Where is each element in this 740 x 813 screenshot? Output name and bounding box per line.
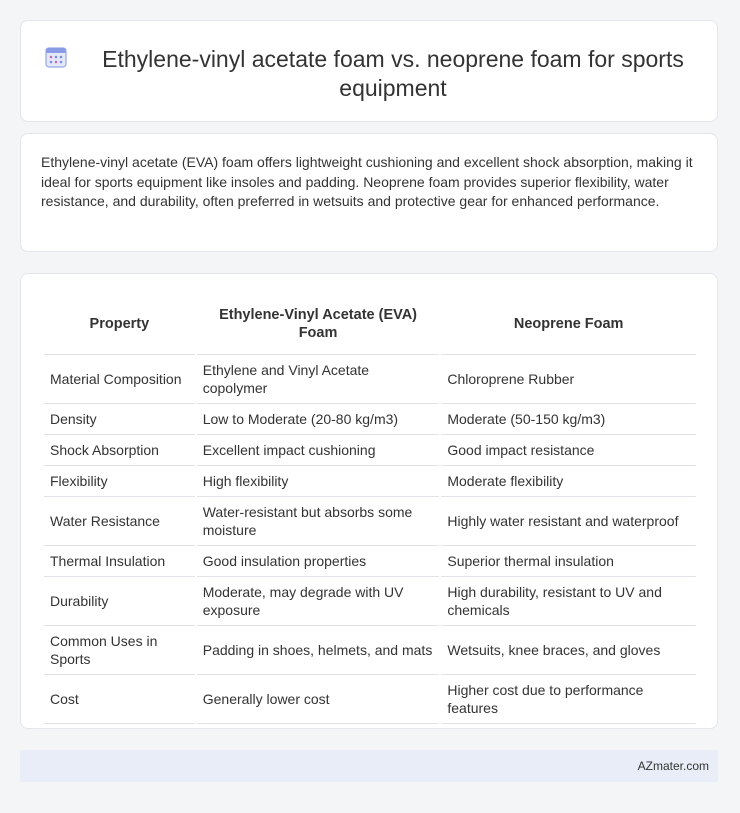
eva-cell: Ethylene and Vinyl Acetate copolymer: [197, 355, 440, 404]
table-row: [44, 435, 696, 466]
eva-cell: Water-resistant but absorbs some moisture: [197, 497, 440, 546]
table-row: [44, 466, 696, 497]
header-eva-foam: Ethylene-Vinyl Acetate (EVA) Foam: [197, 294, 440, 355]
table-row: [44, 626, 696, 675]
neoprene-cell: Moderate (50-150 kg/m3): [441, 404, 696, 435]
table-row: [44, 497, 696, 546]
table-row: [44, 355, 696, 404]
eva-cell: Generally lower cost: [197, 675, 440, 724]
page-title: Ethylene-vinyl acetate foam vs. neoprene foam for sports equipment: [102, 46, 684, 101]
table-row: [44, 675, 696, 724]
eva-cell: Good insulation properties: [197, 546, 440, 577]
neoprene-cell: Chloroprene Rubber: [441, 355, 696, 404]
eva-cell: Moderate, may degrade with UV exposure: [197, 577, 440, 626]
header-neoprene-foam: Neoprene Foam: [441, 294, 696, 355]
eva-cell: Excellent impact cushioning: [197, 435, 440, 466]
neoprene-cell: Wetsuits, knee braces, and gloves: [441, 626, 696, 675]
table-row: [44, 577, 696, 626]
property-cell: Common Uses in Sports: [44, 626, 195, 675]
table-row: [44, 404, 696, 435]
neoprene-cell: Superior thermal insulation: [441, 546, 696, 577]
header-property: Property: [44, 294, 195, 355]
eva-cell: Low to Moderate (20-80 kg/m3): [197, 404, 440, 435]
intro-card: [20, 133, 718, 252]
property-cell: Flexibility: [44, 466, 195, 497]
neoprene-cell: Highly water resistant and waterproof: [441, 497, 696, 546]
footer-brand: AZmater.com: [637, 759, 709, 773]
neoprene-cell: Higher cost due to performance features: [441, 675, 696, 724]
property-cell: Water Resistance: [44, 497, 195, 546]
neoprene-cell: Moderate flexibility: [441, 466, 696, 497]
table-header-row: [44, 294, 696, 355]
neoprene-cell: Good impact resistance: [441, 435, 696, 466]
eva-cell: High flexibility: [197, 466, 440, 497]
property-cell: Material Composition: [44, 355, 195, 404]
comparison-table-card: [20, 273, 718, 729]
footer-bar: [20, 750, 718, 782]
intro-paragraph: Ethylene-vinyl acetate (EVA) foam offers lightweight cushioning and excellent shock absorption, making it ideal for sports equipment like insoles and padding. Neoprene foam provides superior flexibility, water resistance, and durability, often preferred in wetsuits and protective gear for enhanced performance.: [41, 154, 693, 209]
property-cell: Durability: [44, 577, 195, 626]
title-card: [20, 20, 718, 122]
eva-cell: Padding in shoes, helmets, and mats: [197, 626, 440, 675]
property-cell: Cost: [44, 675, 195, 724]
table-row: [44, 546, 696, 577]
property-cell: Shock Absorption: [44, 435, 195, 466]
property-cell: Thermal Insulation: [44, 546, 195, 577]
property-cell: Density: [44, 404, 195, 435]
neoprene-cell: High durability, resistant to UV and chemicals: [441, 577, 696, 626]
comparison-table: [42, 294, 698, 724]
